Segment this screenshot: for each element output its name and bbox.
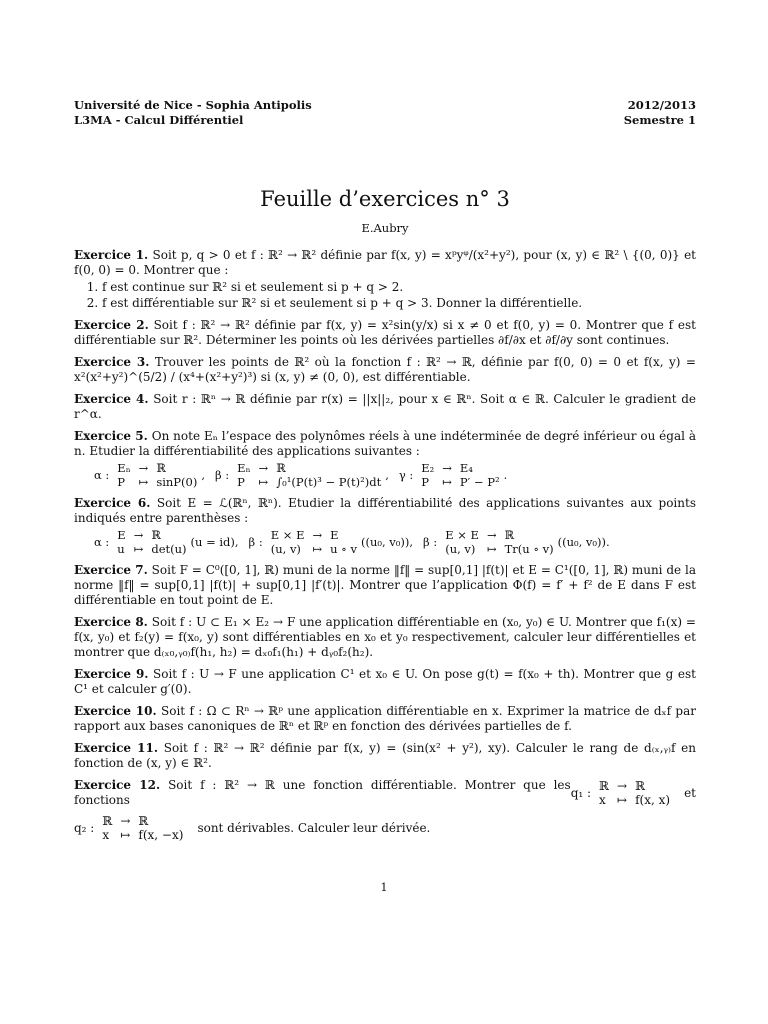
map-cell: → [133,528,144,542]
map-cell: ↦ [120,828,131,842]
map-cell: E₄ [459,461,473,475]
mapping-beta-trace [423,528,610,556]
exercise-text: Soit f : ℝ² → ℝ² définie par f(x, y) = x²sin(y/x) si x ≠ 0 et f(0, y) = 0. Montrer que f est différentiable sur ℝ². Déterminer les points où les dérivées partielles ∂f/∂x et ∂f/∂y sont continues. [74,318,696,347]
map-cell: u ∘ v [330,542,357,556]
map-cell: ℝ [635,779,646,793]
exercise-text: Soit E = ℒ(ℝⁿ, ℝⁿ). Etudier la différentiabilité des applications suivantes aux points indiqués entre parenthèses : [74,496,696,525]
map-condition: (u = id), [190,534,239,549]
exercise-text: Soit f : ℝ² → ℝ² définie par f(x, y) = (sin(x² + y²), xy). Calculer le rang de d₍ₓ,ᵧ₎f en fonction de (x, y) ∈ ℝ². [74,741,696,770]
exercise-2 [74,318,696,348]
course-name: L3MA - Calcul Différentiel [74,113,244,127]
author: E.Aubry [361,221,409,235]
map-cell: → [442,461,452,475]
exercise-label: Exercice 12. [74,778,161,792]
map-cell: (u, v) [445,542,476,556]
map-cell: P′ − P² [459,475,500,489]
exercise-label: Exercice 9. [74,667,149,681]
conjunction: et [684,785,696,800]
academic-year: 2012/2013 [627,98,696,112]
map-cell: ↦ [486,542,497,556]
exercise-12 [74,778,696,842]
exercise-text: On note Eₙ l’espace des polynômes réels à une indéterminée de degré inférieur ou égal à n. Etudier la différentiabilité des applications suivantes : [74,429,696,458]
exercise-1 [74,248,696,311]
map-cell: ℝ [276,461,286,475]
map-cell: E [330,528,339,542]
exercise-label: Exercice 10. [74,704,157,718]
map-cell: ↦ [312,542,323,556]
separator: . [503,467,508,482]
exercise-label: Exercice 4. [74,392,149,406]
map-group [94,461,696,489]
exercise-text: Trouver les points de ℝ² où la fonction f : ℝ² → ℝ, définie par f(0, 0) = 0 et f(x, y) = x²(x²+y²)^(5/2) / (x⁴+(x²+y²)³) si (x, y) ≠ (0, 0), est différentiable. [74,355,696,384]
map-name: q₂ : [74,820,95,835]
exercise-label: Exercice 6. [74,496,151,510]
map-condition: ((u₀, v₀)), [360,534,414,549]
document-page [74,98,696,849]
map-condition: ((u₀, v₀)). [557,534,610,549]
mapping-q1 [571,779,674,807]
map-cell: f(x, x) [635,793,671,807]
exercise-11 [74,741,696,771]
map-cell: sinP(0) [156,475,198,489]
exercise-label: Exercice 3. [74,355,150,369]
map-cell: → [138,461,149,475]
map-cell: E [117,528,126,542]
map-cell: ∫₀¹(P(t)³ − P(t)²)dt [276,475,382,489]
exercise-text: Soit r : ℝⁿ → ℝ définie par r(x) = ||x||₂, pour x ∈ ℝⁿ. Soit α ∈ ℝ. Calculer le gradient de r^α. [74,392,696,421]
mapping-q2 [74,814,187,842]
map-cell: (u, v) [270,542,301,556]
map-cell: → [486,528,497,542]
exercise-6 [74,496,696,556]
separator: , [201,467,205,482]
header-row-2 [74,113,696,128]
exercise-text: Soit f : U ⊂ E₁ × E₂ → F une application différentiable en (x₀, y₀) ∈ U. Montrer que f₁(x) = f(x, y₀) et f₂(y) = f(x₀, y) sont différentiables en x₀ et y₀ respectivement, calculer leur différentielles et montrer que d₍ₓ₀,ᵧ₀₎f(h₁, h₂) = dₓ₀f₁(h₁) + dᵧ₀f₂(h₂). [74,615,696,659]
exercise-label: Exercice 7. [74,563,148,577]
exercise-4 [74,392,696,422]
map-group [94,528,696,556]
map-cell: ↦ [133,542,144,556]
map-cell: ↦ [442,475,452,489]
map-name: β : [248,534,263,549]
map-cell: ↦ [258,475,269,489]
exercise-12-line-1 [74,778,696,808]
exercise-text: Soit p, q > 0 et f : ℝ² → ℝ² définie par f(x, y) = xᵖyᵠ/(x²+y²), pour (x, y) ∈ ℝ² \ {(0, 0)} et f(0, 0) = 0. Montrer que : [74,248,696,277]
page-title: Feuille d’exercices n° 3 [260,187,510,211]
map-cell: → [120,814,131,828]
exercise-text: Soit F = C⁰([0, 1], ℝ) muni de la norme ‖f‖ = sup[0,1] |f(t)| et E = C¹([0, 1], ℝ) muni de la norme ‖f‖ = sup[0,1] |f(t)| + sup[0,1] |f′(t)|. Montrer que l’application Φ(f) = f′ + f² de E dans F est différentiable en tout point de E. [74,563,696,607]
list-item: 2. f est différentiable sur ℝ² si et seulement si p + q > 3. Donner la différentielle. [102,296,696,311]
map-cell: x [599,793,606,807]
map-name: β : [423,534,438,549]
semester: Semestre 1 [623,113,696,127]
mapping-alpha [94,461,205,489]
mapping-alpha [94,528,239,556]
map-cell: f(x, −x) [138,828,184,842]
map-cell: → [258,461,269,475]
mapping-beta [215,461,389,489]
map-name: q₁ : [570,785,592,800]
exercise-label: Exercice 5. [74,429,148,443]
map-cell: ℝ [504,528,515,542]
map-cell: Tr(u ∘ v) [504,542,554,556]
map-name: β : [214,467,230,482]
map-cell: E₂ [421,461,435,475]
map-cell: ↦ [617,793,628,807]
map-name: α : [94,467,110,482]
exercise-text: Soit f : ℝ² → ℝ une fonction différentiable. Montrer que les fonctions [74,778,571,807]
map-cell: Eₙ [117,461,131,475]
exercise-label: Exercice 8. [74,615,148,629]
map-cell: P [421,475,429,489]
exercise-label: Exercice 11. [74,741,159,755]
map-cell: P [117,475,126,489]
exercise-text: Soit f : Ω ⊂ Rⁿ → ℝᵖ une application différentiable en x. Exprimer la matrice de dₓf par rapport aux bases canoniques de ℝⁿ et ℝᵖ en fonction des dérivées partielles de f. [74,704,696,733]
map-cell: → [617,779,628,793]
exercise-text-tail: sont dérivables. Calculer leur dérivée. [197,820,431,835]
map-cell: ℝ [138,814,149,828]
exercise-7 [74,563,696,608]
map-cell: Eₙ [237,461,251,475]
map-cell: E × E [445,528,479,542]
map-cell: E × E [270,528,305,542]
university-name: Université de Nice - Sophia Antipolis [74,98,312,112]
map-cell: ℝ [156,461,166,475]
map-cell: x [102,828,110,842]
mapping-beta [249,528,413,556]
map-cell: ℝ [102,814,113,828]
map-cell: ℝ [599,779,610,793]
exercise-text: Soit f : U → F une application C¹ et x₀ ∈ U. On pose g(t) = f(x₀ + th). Montrer que g est C¹ et calculer g′(0). [74,667,696,696]
exercise-12-line-2 [74,814,696,842]
mapping-gamma [399,461,507,489]
exercise-label: Exercice 1. [74,248,149,262]
exercise-5 [74,429,696,489]
exercise-9 [74,667,696,697]
page-number: 1 [380,881,388,894]
exercise-10 [74,704,696,734]
exercise-items [74,280,696,311]
map-cell: ℝ [151,528,161,542]
exercise-label: Exercice 2. [74,318,149,332]
map-cell: det(u) [151,542,187,556]
list-item: 1. f est continue sur ℝ² si et seulement si p + q > 2. [102,280,696,295]
map-cell: ↦ [138,475,149,489]
exercise-3 [74,355,696,385]
map-name: α : [94,534,110,549]
map-cell: → [312,528,323,542]
exercise-8 [74,615,696,660]
map-name: γ : [398,467,414,482]
map-cell: P [237,475,245,489]
map-cell: u [117,542,125,556]
header-row-1 [74,98,696,113]
separator: , [385,467,389,482]
